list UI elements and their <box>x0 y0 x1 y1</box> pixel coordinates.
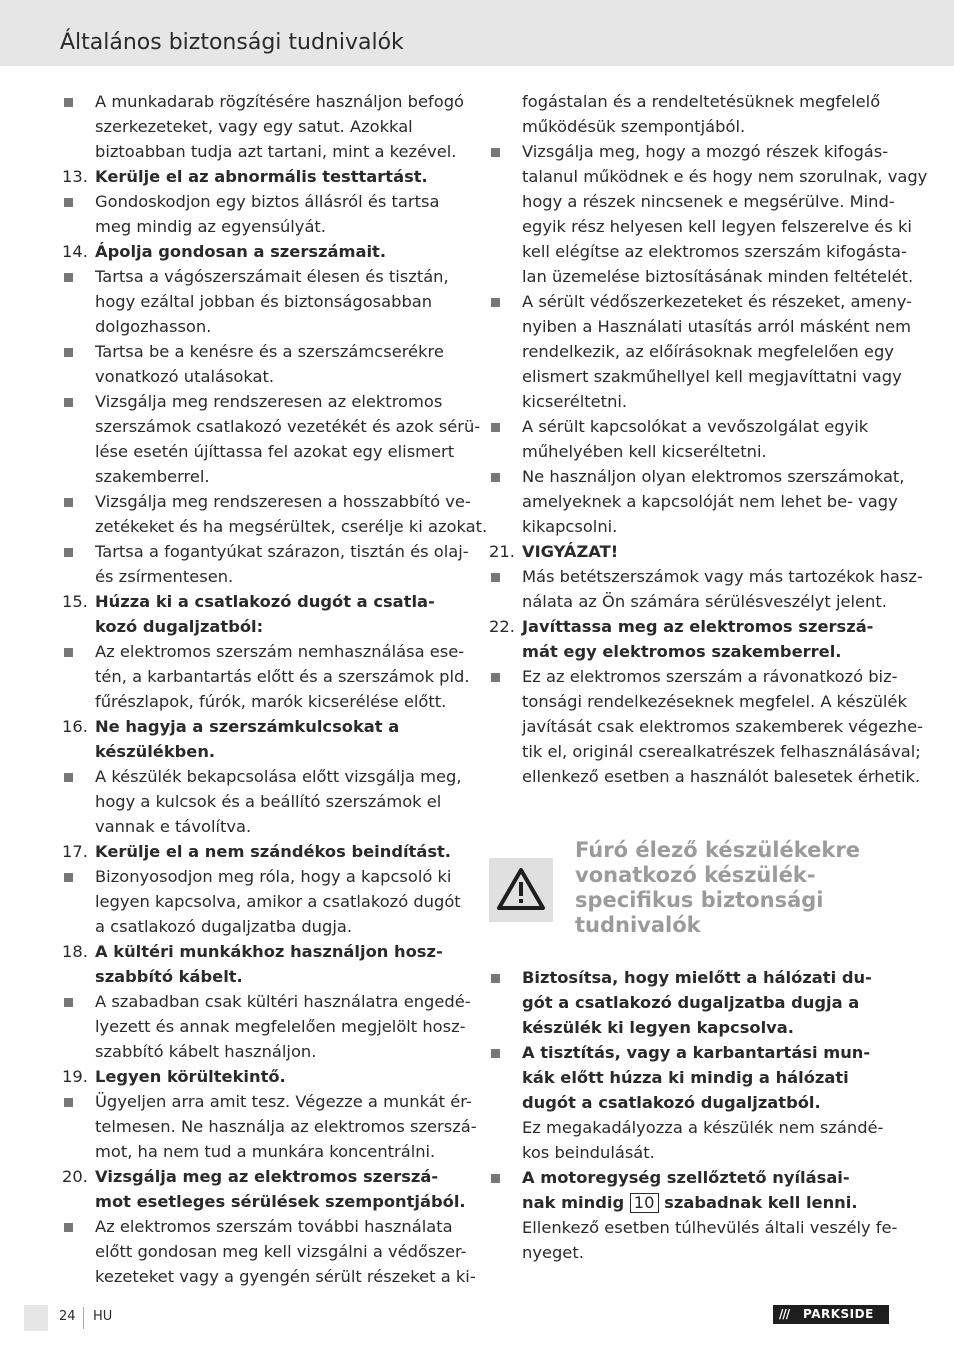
bullet-square-icon <box>64 348 73 357</box>
text-line: működésük szempontjából. <box>522 117 746 136</box>
text-line: Tartsa be a kenésre és a szerszámcserékre <box>95 342 444 361</box>
bullet-square-icon <box>491 573 500 582</box>
list-item <box>62 1214 476 1289</box>
list-item <box>489 139 928 289</box>
list-item <box>489 664 923 789</box>
bullet-square-icon <box>491 148 500 157</box>
text-line: Ellenkező esetben túlhevülés általi veszély fe- <box>522 1218 898 1237</box>
bullet-square-icon <box>491 1049 500 1058</box>
warning-title-line: tudnivalók <box>575 913 701 937</box>
text-line: A sérült védőszerkezeteket és részeket, ameny- <box>522 292 912 311</box>
text-line: gót a csatlakozó dugaljzatba dugja a <box>522 993 860 1012</box>
text-line: mot, ha nem tud a munkára koncentrálni. <box>95 1142 436 1161</box>
text-line: Más betétszerszámok vagy más tartozékok hasz- <box>522 567 923 586</box>
text-line: kos beindulását. <box>522 1143 655 1162</box>
warning-title-line: specifikus biztonsági <box>575 888 824 912</box>
text-line: Tartsa a fogantyúkat szárazon, tisztán és olaj- <box>95 542 469 561</box>
list-item <box>489 965 894 1040</box>
text-line: vonatkozó utalásokat. <box>95 367 275 386</box>
text-line: legyen kapcsolva, amikor a csatlakozó dugót <box>95 892 461 911</box>
parkside-logo <box>773 1305 889 1324</box>
text-line: Legyen körültekintő. <box>95 1067 286 1086</box>
text-line: talanul működnek e és hogy nem szorulnak, vagy <box>522 167 928 186</box>
text-line: kicseréltetni. <box>522 392 628 411</box>
numbered-heading <box>489 539 894 564</box>
bullet-square-icon <box>64 1098 73 1107</box>
numbered-heading <box>62 714 464 764</box>
bullet-square-icon <box>64 773 73 782</box>
text-line: egyik rész helyesen kell legyen felszerelve és ki <box>522 217 912 236</box>
numbered-heading <box>62 1164 464 1214</box>
text-line: Az elektromos szerszám nemhasználása ese- <box>95 642 465 661</box>
bullet-square-icon <box>64 398 73 407</box>
text-line: tonsági rendelkezéseknek megfelel. A készülék <box>522 692 907 711</box>
bullet-square-icon <box>64 198 73 207</box>
text-line: Húzza ki a csatlakozó dugót a csatla- <box>95 592 435 611</box>
text-line: kikapcsolni. <box>522 517 618 536</box>
text-line: Ügyeljen arra amit tesz. Végezze a munkát ér- <box>95 1092 472 1111</box>
text-line: dugót a csatlakozó dugaljzatból. <box>522 1093 821 1112</box>
list-item <box>62 489 488 539</box>
text-line: nyiben a Használati utasítás arról másként nem <box>522 317 911 336</box>
list-item <box>62 864 464 939</box>
item-number: 21. <box>489 542 515 561</box>
bullet-square-icon <box>64 548 73 557</box>
bullet-square-icon <box>64 648 73 657</box>
text-line: VIGYÁZAT! <box>522 542 619 561</box>
page-number: 24 <box>59 1309 76 1324</box>
numbered-heading <box>62 839 464 864</box>
text-line: Kerülje el a nem szándékos beindítást. <box>95 842 451 861</box>
right-column <box>489 89 928 789</box>
numbered-heading <box>62 589 464 639</box>
warning-triangle-icon <box>489 858 553 922</box>
list-item <box>62 189 464 239</box>
list-item <box>489 1040 894 1165</box>
warning-section-title <box>575 838 860 938</box>
text-line: vannak e távolítva. <box>95 817 252 836</box>
bullet-square-icon <box>491 298 500 307</box>
text-line: kák előtt húzza ki mindig a hálózati <box>522 1068 849 1087</box>
text-line: hogy a részek nincsenek e megsérülve. Mind- <box>522 192 895 211</box>
text-line: zetékeket és ha megsérültek, cserélje ki azokat. <box>95 517 488 536</box>
text-line: lése esetén újíttassa fel azokat egy elismert <box>95 442 455 461</box>
text-line: a csatlakozó dugaljzatba dugja. <box>95 917 353 936</box>
numbered-heading <box>62 239 464 264</box>
numbered-heading <box>489 614 894 664</box>
part-reference-box: 10 <box>630 1193 659 1213</box>
text-line: tén, a karbantartás előtt és a szerszámok pld. <box>95 667 470 686</box>
page-title: Általános biztonsági tudnivalók <box>60 30 404 55</box>
text-fragment: nak mindig <box>522 1193 625 1212</box>
text-line: Ez az elektromos szerszám a rávonatkozó biz- <box>522 667 898 686</box>
item-number: 16. <box>62 717 88 736</box>
language-code: HU <box>93 1309 113 1324</box>
text-line: kozó dugaljzatból: <box>95 617 264 636</box>
item-number: 19. <box>62 1067 88 1086</box>
numbered-heading <box>62 164 464 189</box>
item-number: 20. <box>62 1167 88 1186</box>
text-line: A szabadban csak kültéri használatra engedé- <box>95 992 471 1011</box>
text-line: műhelyében kell kicseréltetni. <box>522 442 767 461</box>
text-line: Ez megakadályozza a készülék nem szándé- <box>522 1118 884 1137</box>
text-line: dolgozhasson. <box>95 317 212 336</box>
logo-brand: PARKSIDE <box>803 1307 874 1321</box>
text-line: készülék ki legyen kapcsolva. <box>522 1018 794 1037</box>
text-line: mot esetleges sérülések szempontjából. <box>95 1192 466 1211</box>
text-line: kezeteket vagy a gyengén sérült részeket a ki- <box>95 1267 476 1286</box>
text-line: Ápolja gondosan a szerszámait. <box>95 242 387 261</box>
text-line: A munkadarab rögzítésére használjon befogó <box>95 92 465 111</box>
text-line: szerkezeteket, vagy egy satut. Azokkal <box>95 117 413 136</box>
bullet-square-icon <box>64 98 73 107</box>
text-line: javítását csak elektromos szakemberek végezhe- <box>522 717 923 736</box>
text-line: szabbító kábelt. <box>95 967 243 986</box>
text-line: elismert szakműhellyel kell megjavíttatni vagy <box>522 367 902 386</box>
text-line: kell elégítse az elektromos szerszám kifogásta- <box>522 242 907 261</box>
text-line: meg mindig az egyensúlyát. <box>95 217 326 236</box>
text-line: Vizsgálja meg rendszeresen az elektromos <box>95 392 443 411</box>
bullet-square-icon <box>491 974 500 983</box>
text-line: lan üzemelése biztosításának minden feltételét. <box>522 267 914 286</box>
numbered-heading <box>62 939 464 989</box>
text-line: Gondoskodjon egy biztos állásról és tartsa <box>95 192 440 211</box>
text-line: Vizsgálja meg az elektromos szerszá- <box>95 1167 439 1186</box>
list-item <box>489 289 912 414</box>
text-line: A motoregység szellőztető nyílásai- <box>522 1168 850 1187</box>
text-line: Az elektromos szerszám további használata <box>95 1217 453 1236</box>
text-line: telmesen. Ne használja az elektromos szerszá- <box>95 1117 477 1136</box>
text-line: A kültéri munkákhoz használjon hosz- <box>95 942 443 961</box>
text-line: nyeget. <box>522 1243 584 1262</box>
text-line: szabbító kábelt használjon. <box>95 1042 317 1061</box>
bullet-square-icon <box>64 498 73 507</box>
text-line: Biztosítsa, hogy mielőtt a hálózati du- <box>522 968 872 987</box>
list-item <box>62 339 464 389</box>
warning-title-line: vonatkozó készülék- <box>575 863 816 887</box>
device-specific-safety-list <box>489 965 898 1265</box>
page-header <box>0 0 954 66</box>
numbered-heading <box>62 1064 464 1089</box>
item-number: 15. <box>62 592 88 611</box>
text-line: ellenkező esetben a használót balesetek érhetik. <box>522 767 921 786</box>
list-item <box>489 564 923 614</box>
item-number: 13. <box>62 167 88 186</box>
bullet-square-icon <box>64 273 73 282</box>
list-item <box>62 1089 477 1164</box>
text-line: előtt gondosan meg kell vizsgálni a védőszer- <box>95 1242 467 1261</box>
text-line: Vizsgálja meg rendszeresen a hosszabbító ve- <box>95 492 471 511</box>
list-item <box>62 764 464 839</box>
list-item <box>62 639 470 714</box>
list-item <box>489 1165 898 1265</box>
text-line: szerszámok csatlakozó vezetékét és azok sérü- <box>95 417 481 436</box>
text-line: fűrészlapok, fúrók, marók kicserélése előtt. <box>95 692 447 711</box>
text-line: és zsírmentesen. <box>95 567 234 586</box>
text-line: Vizsgálja meg, hogy a mozgó részek kifogás- <box>522 142 889 161</box>
text-line: szakemberrel. <box>95 467 210 486</box>
list-item <box>62 539 469 589</box>
text-line: Tartsa a vágószerszámait élesen és tisztán, <box>95 267 449 286</box>
text-line: tik el, originál cserealkatrészek felhasználásával; <box>522 742 921 761</box>
bullet-square-icon <box>64 1223 73 1232</box>
text-line: A tisztítás, vagy a karbantartási mun- <box>522 1043 871 1062</box>
list-item <box>489 89 894 139</box>
list-item <box>62 89 464 164</box>
text-line: A sérült kapcsolókat a vevőszolgálat egyik <box>522 417 869 436</box>
text-line: hogy a kulcsok és a beállító szerszámok el <box>95 792 442 811</box>
item-number: 18. <box>62 942 88 961</box>
list-item <box>489 414 894 464</box>
bullet-square-icon <box>64 873 73 882</box>
bullet-square-icon <box>491 1174 500 1183</box>
text-line <box>522 1190 894 1215</box>
text-line: Bizonyosodjon meg róla, hogy a kapcsoló ki <box>95 867 452 886</box>
bullet-square-icon <box>491 473 500 482</box>
text-line: fogástalan és a rendeltetésüknek megfelelő <box>522 92 881 111</box>
footer-divider <box>83 1307 84 1329</box>
text-line: amelyeknek a kapcsolóját nem lehet be- vagy <box>522 492 898 511</box>
text-line: Javíttassa meg az elektromos szerszá- <box>522 617 874 636</box>
text-line: nálata az Ön számára sérülésveszélyt jelent. <box>522 592 887 611</box>
footer-marker <box>24 1305 48 1331</box>
item-number: 22. <box>489 617 515 636</box>
item-number: 17. <box>62 842 88 861</box>
text-line: Ne hagyja a szerszámkulcsokat a <box>95 717 400 736</box>
item-number: 14. <box>62 242 88 261</box>
text-line: Ne használjon olyan elektromos szerszámokat, <box>522 467 905 486</box>
bullet-square-icon <box>64 998 73 1007</box>
text-line: hogy ezáltal jobban és biztonságosabban <box>95 292 433 311</box>
list-item <box>489 464 905 539</box>
text-line: lyezett és annak megfelelően megjelölt hosz- <box>95 1017 466 1036</box>
text-line: rendelkezik, az előírásoknak megfelelően egy <box>522 342 894 361</box>
warning-section <box>489 838 894 948</box>
bullet-square-icon <box>491 423 500 432</box>
list-item <box>62 989 471 1064</box>
text-line: készülékben. <box>95 742 216 761</box>
bullet-square-icon <box>491 673 500 682</box>
text-line: Kerülje el az abnormális testtartást. <box>95 167 428 186</box>
text-fragment: szabadnak kell lenni. <box>664 1193 858 1212</box>
left-column <box>62 89 488 1289</box>
logo-slashes: /// <box>779 1307 790 1321</box>
text-line: mát egy elektromos szakemberrel. <box>522 642 842 661</box>
text-line: biztoabban tudja azt tartani, mint a kezével. <box>95 142 457 161</box>
list-item <box>62 389 481 489</box>
text-line: A készülék bekapcsolása előtt vizsgálja meg, <box>95 767 462 786</box>
warning-title-line: Fúró élező készülékekre <box>575 838 860 862</box>
list-item <box>62 264 464 339</box>
